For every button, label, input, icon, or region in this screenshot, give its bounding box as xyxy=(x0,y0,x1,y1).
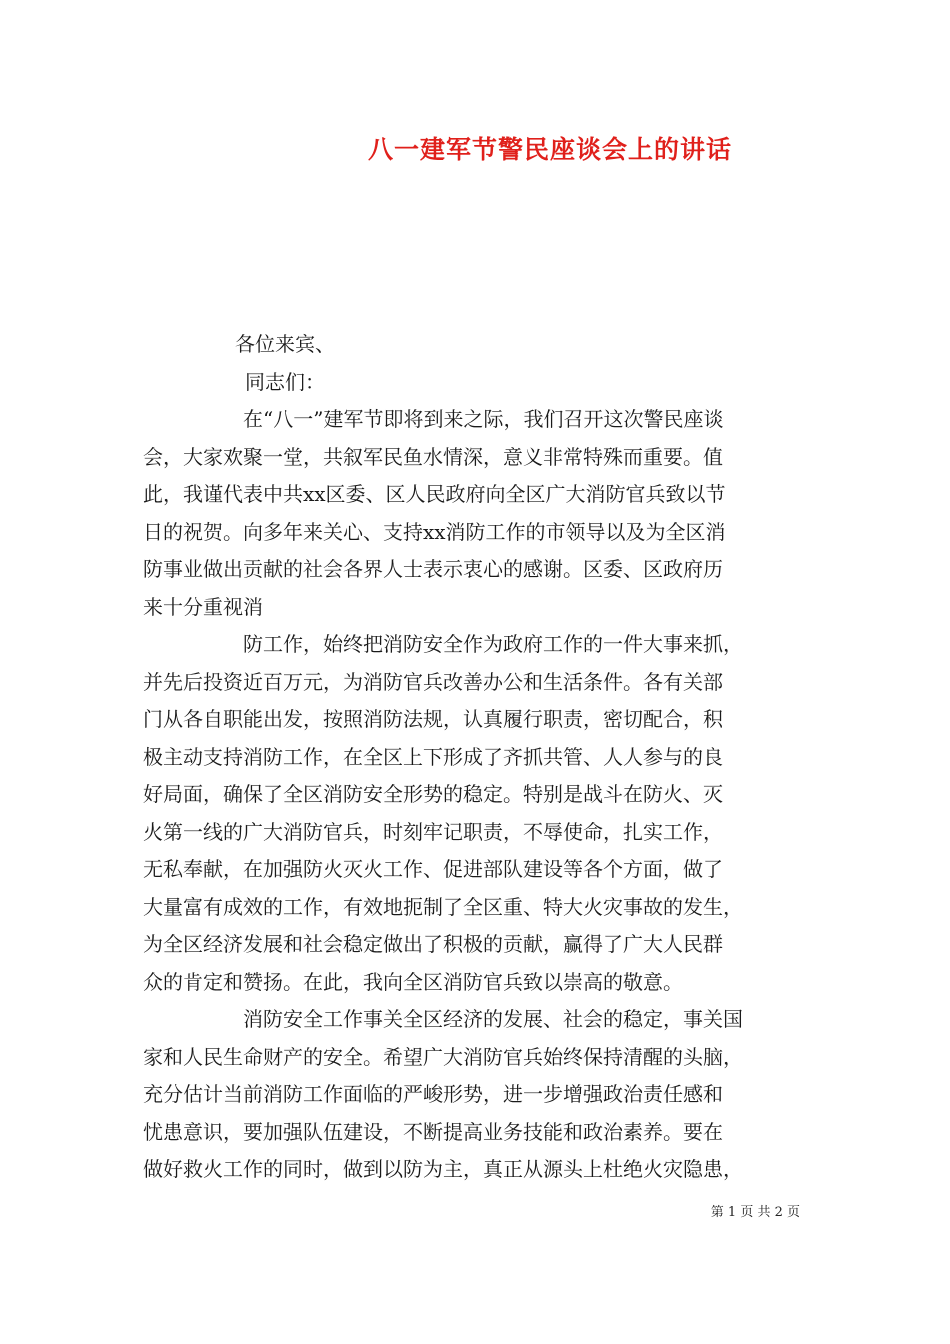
text-line: 来十分重视消 xyxy=(143,594,263,619)
text-line: 防事业做出贡献的社会各界人士表示衷心的感谢。区委、区政府历 xyxy=(143,557,723,581)
text-line: 消防安全工作事关全区经济的发展、社会的稳定，事关国 xyxy=(243,1007,743,1031)
text-line: 并先后投资近百万元，为消防官兵改善办公和生活条件。各有关部 xyxy=(143,669,723,694)
text-line: 极主动支持消防工作，在全区上下形成了齐抓共管、人人参与的良 xyxy=(143,744,723,769)
text-line: 忧患意识，要加强队伍建设，不断提高业务技能和政治素养。要在 xyxy=(143,1119,723,1144)
document-body xyxy=(143,326,813,1189)
text-line: 无私奉献，在加强防火灭火工作、促进部队建设等各个方面，做了 xyxy=(143,857,723,881)
text-line: 火第一线的广大消防官兵，时刻牢记职责，不辱使命，扎实工作， xyxy=(143,819,723,844)
text-line: 会，大家欢聚一堂，共叙军民鱼水情深，意义非常特殊而重要。值 xyxy=(143,444,723,469)
text-line: 为全区经济发展和社会稳定做出了积极的贡献，赢得了广大人民群 xyxy=(143,932,723,956)
text-line: 日的祝贺。向多年来关心、支持xx消防工作的市领导以及为全区消 xyxy=(143,519,726,544)
text-line: 在“八一”建军节即将到来之际，我们召开这次警民座谈 xyxy=(243,407,724,431)
text-line: 好局面，确保了全区消防安全形势的稳定。特别是战斗在防火、灭 xyxy=(143,782,723,806)
text-line: 大量富有成效的工作，有效地扼制了全区重、特大火灾事故的发生， xyxy=(143,894,743,919)
text-line: 做好救火工作的同时，做到以防为主，真正从源头上杜绝火灾隐患， xyxy=(143,1157,743,1181)
page-number: 第 1 页 共 2 页 xyxy=(710,1205,800,1220)
text-line: 门从各自职能出发，按照消防法规，认真履行职责，密切配合，积 xyxy=(143,707,723,731)
paragraph-lines xyxy=(143,401,813,1189)
salutation-line: 各位来宾、 xyxy=(235,332,335,356)
text-line: 充分估计当前消防工作面临的严峻形势，进一步增强政治责任感和 xyxy=(143,1082,723,1106)
text-line: 众的肯定和赞扬。在此，我向全区消防官兵致以崇高的敬意。 xyxy=(143,969,683,994)
text-line: 家和人民生命财产的安全。希望广大消防官兵始终保持清醒的头脑， xyxy=(143,1044,743,1069)
text-line: 防工作，始终把消防安全作为政府工作的一件大事来抓， xyxy=(243,632,743,656)
salutation-line: 同志们： xyxy=(245,369,325,394)
text-line: 此，我谨代表中共xx区委、区人民政府向全区广大消防官兵致以节 xyxy=(143,482,726,506)
document-title: 八一建军节警民座谈会上的讲话 xyxy=(367,135,732,164)
